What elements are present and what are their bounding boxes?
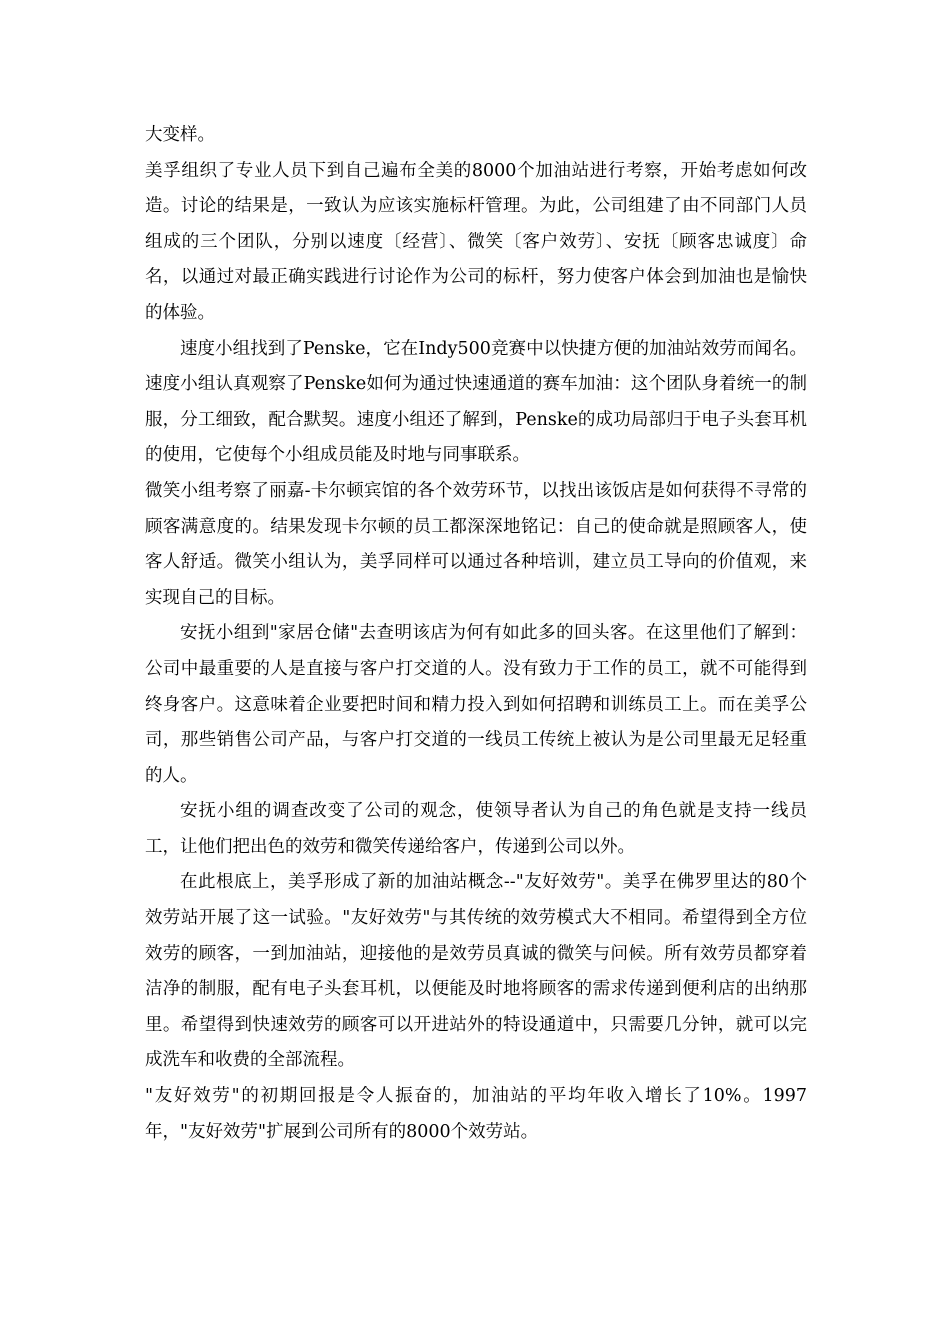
paragraph-7: 在此根底上，美孚形成了新的加油站概念--"友好效劳"。美孚在佛罗里达的80个效劳站开展了这一试验。"友好效劳"与其传统的效劳模式大不相同。希望得到全方位效劳的顾客，一到加油站，迎接他的是效劳员真诚的微笑与问候。所有效劳员都穿着洁净的制服，配有电子头套耳机，以便能及时地将顾客的需求传递到便利店的出纳那里。希望得到快速效劳的顾客可以开进站外的特设通道中，只需要几分钟，就可以完成洗车和收费的全部流程。 [145,872,807,1071]
paragraph-6: 安抚小组的调查改变了公司的观念，使领导者认为自己的角色就是支持一线员工，让他们把出色的效劳和微笑传递给客户，传递到公司以外。 [145,801,807,857]
paragraph-4: 微笑小组考察了丽嘉-卡尔顿宾馆的各个效劳环节，以找出该饭店是如何获得不寻常的顾客满意度的。结果发现卡尔顿的员工都深深地铭记：自己的使命就是照顾客人，使客人舒适。微笑小组认为，美孚同样可以通过各种培训，建立员工导向的价值观，来实现自己的目标。 [145,480,807,608]
paragraph-8: "友好效劳"的初期回报是令人振奋的，加油站的平均年收入增长了10%。1997年，"友好效劳"扩展到公司所有的8000个效劳站。 [145,1086,807,1142]
paragraph-5: 安抚小组到"家居仓储"去查明该店为何有如此多的回头客。在这里他们了解到：公司中最重要的人是直接与客户打交道的人。没有致力于工作的员工，就不可能得到终身客户。这意味着企业要把时间和精力投入到如何招聘和训练员工上。而在美孚公司，那些销售公司产品，与客户打交道的一线员工传统上被认为是公司里最无足轻重的人。 [145,623,807,786]
paragraph-3: 速度小组找到了Penske，它在Indy500竞赛中以快捷方便的加油站效劳而闻名。速度小组认真观察了Penske如何为通过快速通道的赛车加油：这个团队身着统一的制服，分工细致，配合默契。速度小组还了解到，Penske的成功局部归于电子头套耳机的使用，它使每个小组成员能及时地与同事联系。 [145,338,807,466]
document-body [145,118,807,1150]
paragraph-1: 大变样。 [145,125,215,145]
paragraph-2: 美孚组织了专业人员下到自己遍布全美的8000个加油站进行考察，开始考虑如何改造。讨论的结果是，一致认为应该实施标杆管理。为此，公司组建了由不同部门人员组成的三个团队，分别以速度〔经营〕、微笑〔客户效劳〕、安抚〔顾客忠诚度〕命名，以通过对最正确实践进行讨论作为公司的标杆，努力使客户体会到加油也是愉快的体验。 [145,160,807,323]
